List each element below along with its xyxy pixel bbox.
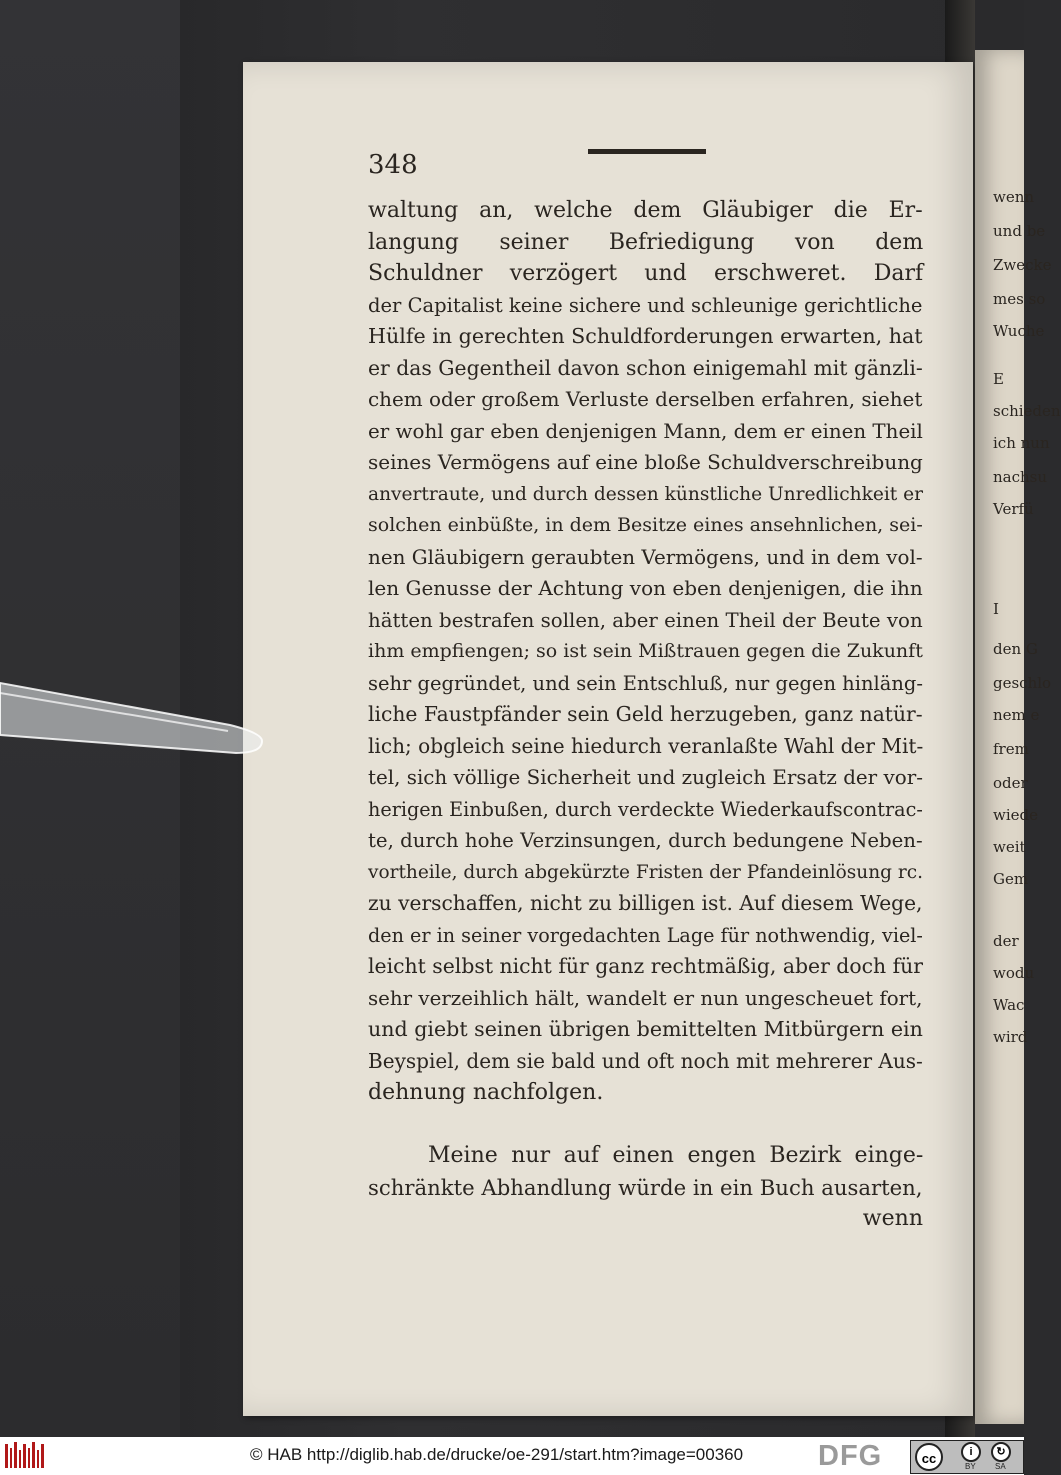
header-rule: [588, 149, 706, 154]
facing-text-fragment: I: [993, 600, 999, 618]
text-line: lich; obgleich seine hiedurch veranlaßte Wahl der Mit-: [368, 733, 924, 758]
text-line: Hülfe in gerechten Schuldforderungen erwarten, hat: [368, 324, 923, 348]
text-line: er wohl gar eben denjenigen Mann, dem er einen Theil: [368, 419, 923, 443]
text-line: schränkte Abhandlung würde in ein Buch ausarten,: [368, 1174, 923, 1200]
text-line: vortheile, durch abgekürzte Fristen der Pfandeinlösung rc.: [368, 861, 923, 883]
by-label: BY: [965, 1462, 976, 1471]
text-line: len Genusse der Achtung von eben denjenigen, die ihn: [368, 576, 923, 600]
facing-page-edge: [975, 50, 1061, 1424]
copyright-link[interactable]: © HAB http://diglib.hab.de/drucke/oe-291/start.htm?image=00360: [250, 1445, 744, 1464]
facing-text-fragment: mes so: [993, 290, 1046, 308]
facing-text-fragment: Verfü: [993, 500, 1034, 518]
facing-text-fragment: Gem: [993, 870, 1029, 888]
text-line: hätten bestrafen sollen, aber einen Theil der Beute von: [368, 608, 923, 632]
text-line: anvertraute, und durch dessen künstliche Unredlichkeit er: [368, 483, 924, 505]
facing-text-fragment: weit: [993, 838, 1026, 856]
text-line: seines Vermögens auf eine bloße Schuldverschreibung: [368, 450, 923, 474]
text-line: Meine nur auf einen engen Bezirk einge-: [428, 1143, 924, 1168]
facing-text-fragment: nem e: [993, 706, 1040, 724]
text-line: leicht selbst nicht für ganz rechtmäßig, aber doch für: [368, 954, 924, 978]
text-line: waltung an, welche dem Gläubiger die Er-: [368, 198, 923, 223]
facing-text-fragment: Wac: [993, 996, 1025, 1014]
text-line: solchen einbüßte, in dem Besitze eines ansehnlichen, sei-: [368, 514, 923, 536]
text-line: sehr verzeihlich hält, wandelt er nun ungescheuet fort,: [368, 986, 923, 1010]
page-text: [368, 195, 923, 1235]
license-badge[interactable]: [910, 1440, 1024, 1474]
text-line: herigen Einbußen, durch verdeckte Wiederkaufscontrac-: [368, 797, 923, 821]
facing-text-fragment: geschlo: [993, 674, 1052, 692]
facing-text-fragment: schieden: [993, 402, 1061, 420]
viewer-footer: [0, 1437, 1024, 1475]
facing-text-fragment: Zwecke: [993, 256, 1052, 274]
facing-text-fragment: wird: [993, 1028, 1028, 1046]
cc-icon: cc: [915, 1443, 943, 1471]
facing-text-fragment: wenn: [993, 188, 1035, 206]
text-line: den er in seiner vorgedachten Lage für nothwendig, viel-: [368, 923, 923, 947]
facing-text-fragment: wiede: [993, 806, 1038, 824]
text-line: Schuldner verzögert und erschweret. Darf: [368, 261, 924, 286]
text-line: er das Gegentheil davon schon einigemahl mit gänzli-: [368, 355, 923, 380]
text-line: dehnung nachfolgen.: [368, 1080, 604, 1105]
text-line: liche Faustpfänder sein Geld herzugeben, ganz natür-: [368, 702, 923, 726]
page-number: 348: [368, 150, 418, 180]
facing-text-fragment: frem: [993, 740, 1029, 758]
text-line: langung seiner Befriedigung von dem: [368, 229, 924, 255]
facing-text-fragment: oder: [993, 774, 1028, 792]
facing-text-fragment: E: [993, 370, 1004, 388]
catchword: wenn: [862, 1206, 923, 1231]
facing-text-fragment: Wuche: [993, 322, 1045, 340]
facing-text-fragment: und be: [993, 222, 1046, 240]
text-line: nen Gläubigern geraubten Vermögens, und in dem vol-: [368, 545, 923, 569]
facing-text-fragment: nachsu: [993, 468, 1048, 486]
text-line: chem oder großem Verluste derselben erfahren, siehet: [368, 388, 923, 411]
text-line: der Capitalist keine sichere und schleunige gerichtliche: [368, 293, 923, 317]
by-icon: i: [961, 1442, 981, 1462]
text-line: te, durch hohe Verzinsungen, durch bedungene Neben-: [368, 829, 923, 852]
facing-text-fragment: der: [993, 932, 1019, 950]
book-page: [243, 62, 973, 1416]
transparent-page-holder: [0, 675, 270, 765]
dfg-logo: DFG: [818, 1440, 883, 1472]
paragraph-gap: [368, 1109, 923, 1141]
text-line: und giebt seinen übrigen bemittelten Mitbürgern ein: [368, 1017, 923, 1041]
text-line: zu verschaffen, nicht zu billigen ist. Auf diesem Wege,: [368, 891, 923, 915]
sa-label: SA: [995, 1462, 1006, 1471]
facing-text-fragment: wodu: [993, 964, 1035, 982]
text-line: sehr gegründet, und sein Entschluß, nur gegen hinläng-: [368, 671, 923, 695]
library-logo-icon: [4, 1440, 48, 1472]
text-line: ihm empfiengen; so ist sein Mißtrauen gegen die Zukunft: [368, 640, 923, 662]
text-line: tel, sich völlige Sicherheit und zugleich Ersatz der vor-: [368, 766, 923, 789]
facing-text-fragment: den G: [993, 640, 1038, 658]
text-line: Beyspiel, dem sie bald und oft noch mit mehrerer Aus-: [368, 1048, 923, 1073]
sa-icon: ↻: [991, 1442, 1011, 1462]
facing-text-fragment: ich nun: [993, 434, 1050, 452]
